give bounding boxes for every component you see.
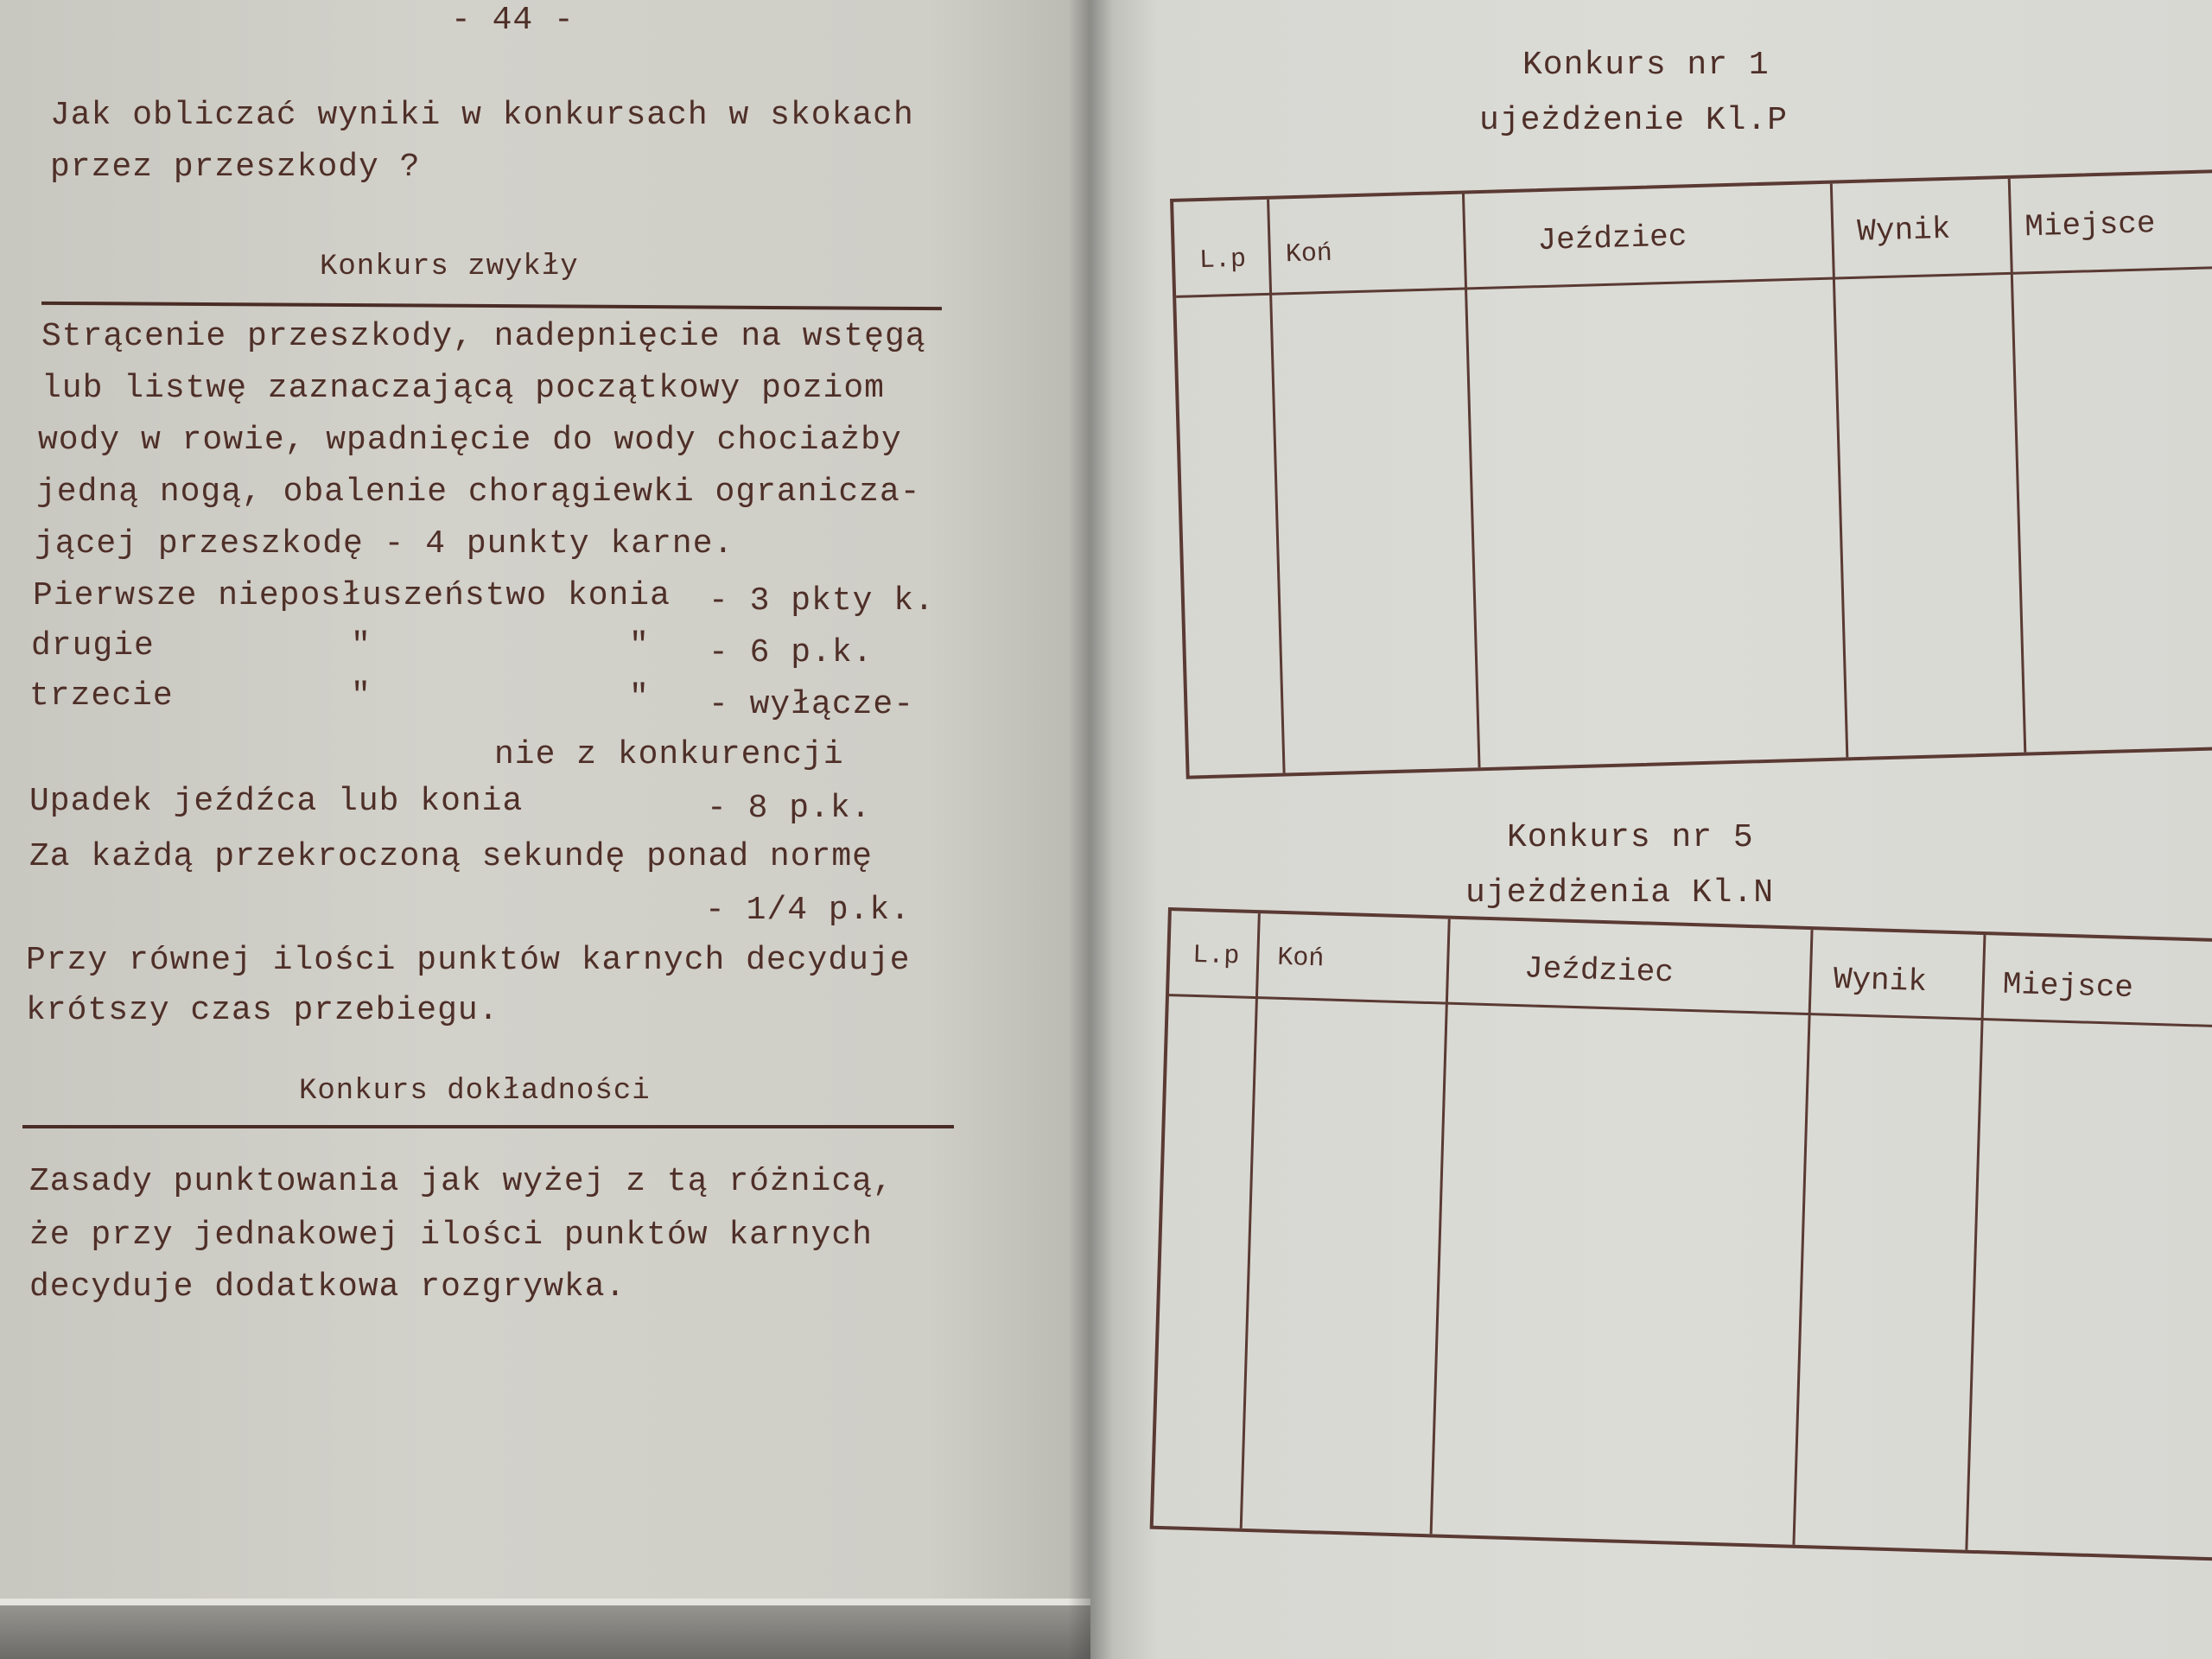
body-line-4: jedną nogą, obalenie chorągiewki ogranicza- [36,474,921,511]
table1-header-jezdziec: Jeździec [1536,219,1688,259]
body-line-5: jącej przeszkodę - 4 punkty karne. [35,525,734,563]
penalty-3-value: - wyłącze- [709,686,915,723]
table2-col-divider [1792,930,1813,1545]
body-line-2: lub listwę zaznaczającą początkowy poziom [41,370,885,407]
section-title-zwykly: Konkurs zwykły [320,251,579,283]
results-table-1 [1170,168,2212,779]
body2-line-1: Zasady punktowania jak wyżej z tą różnicą, [29,1163,893,1200]
penalty-2-value: - 6 p.k. [709,634,874,671]
penalty-3-label: trzecie [29,677,174,715]
section-title-dokladnosci: Konkurs dokładności [299,1075,651,1108]
fall-value: - 8 p.k. [707,790,872,827]
penalty-3-continuation: nie z konkurencji [494,736,844,773]
table1-col-divider [1462,194,1481,767]
time-value: - 1/4 p.k. [705,892,912,929]
table2-col-divider [1965,935,1986,1550]
table1-header-wynik: Wynik [1856,211,1951,250]
table2-header-miejsce: Miejsce [2002,966,2134,1007]
table2-subtitle: ujeżdżenia Kl.N [1465,874,1775,912]
table1-header-kon: Koń [1285,238,1333,270]
table1-title: Konkurs nr 1 [1522,47,1770,84]
table2-header-kon: Koń [1276,943,1325,975]
table1-col-divider [1830,184,1849,758]
section-rule-1 [41,302,942,310]
table1-subtitle: ujeżdżenie Kl.P [1479,102,1789,139]
tie-line-2: krótszy czas przebiegu. [26,992,499,1029]
table2-title: Konkurs nr 5 [1507,819,1754,856]
body-line-3: wody w rowie, wpadnięcie do wody chociażby [38,422,902,459]
table2-header-jezdziec: Jeździec [1523,950,1675,991]
page-number: - 44 - [451,2,575,39]
book-gutter [1068,0,1113,1659]
table2-col-divider [1240,913,1261,1529]
penalty-3-ditto-2: " [629,679,650,716]
question-line-2: przez przeszkody ? [50,149,421,186]
body2-line-3: decyduje dodatkowa rozgrywka. [29,1268,626,1306]
table1-header-miejsce: Miejsce [2024,206,2157,245]
tie-line-1: Przy równej ilości punktów karnych decyduje [26,942,911,979]
body2-line-2: że przy jednakowej ilości punktów karnych [29,1217,873,1254]
table2-col-divider [1430,919,1451,1535]
penalty-1-label: Pierwsze nieposłuszeństwo konia [33,577,671,614]
penalty-3-ditto-1: " [351,677,372,715]
penalty-2-ditto-2: " [629,627,650,664]
penalty-2-label: drugie [31,627,155,664]
table2-header-wynik: Wynik [1833,961,1928,1001]
body-line-1: Strącenie przeszkody, nadepnięcie na wstęgą [41,318,926,355]
table1-header-lp: L.p [1198,245,1247,276]
fall-label: Upadek jeźdźca lub konia [29,783,524,820]
results-table-2 [1150,907,2212,1560]
right-page [1090,0,2212,1659]
table1-col-divider [1267,200,1286,773]
table2-header-lp: L.p [1192,940,1240,972]
table1-header-rule [1176,265,2212,297]
question-line-1: Jak obliczać wyniki w konkursach w skokach [50,97,914,134]
page-stack-edge [0,1599,1090,1659]
time-line: Za każdą przekroczoną sekundę ponad normę [29,838,873,875]
penalty-1-value: - 3 pkty k. [709,582,935,620]
table1-col-divider [2008,179,2027,753]
section-rule-2 [22,1125,954,1128]
left-page [0,0,1090,1599]
penalty-2-ditto-1: " [351,627,372,664]
